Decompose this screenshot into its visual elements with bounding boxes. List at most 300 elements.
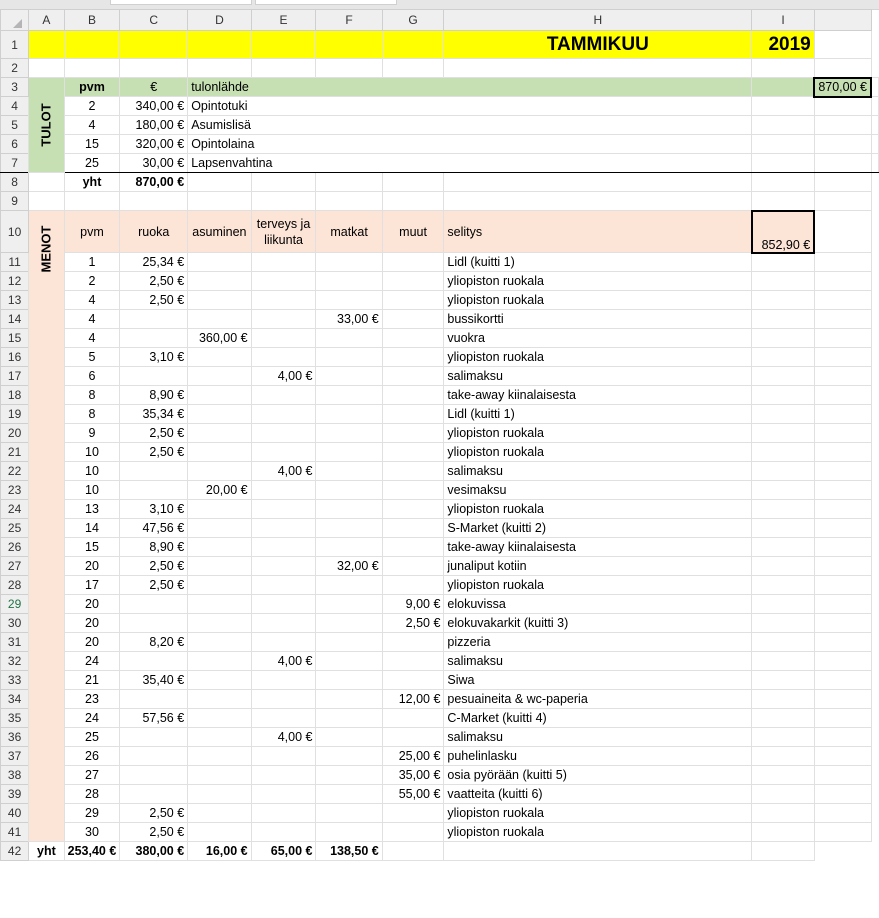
menot-ruoka[interactable] [120,614,188,633]
menot-selitys[interactable]: vesimaksu [444,481,752,500]
cell[interactable] [752,59,815,78]
menot-ruoka[interactable]: 57,56 € [120,709,188,728]
menot-muut[interactable] [382,823,444,842]
row-header[interactable]: 32 [1,652,29,671]
menot-terveys[interactable] [251,595,316,614]
menot-pvm[interactable]: 20 [64,614,120,633]
menot-selitys[interactable]: yliopiston ruokala [444,291,752,310]
tulot-source[interactable]: Lapsenvahtina [188,154,752,173]
menot-terveys[interactable] [251,747,316,766]
cell[interactable] [316,31,382,59]
cell[interactable] [188,173,251,192]
menot-asuminen[interactable] [188,310,251,329]
menot-matkat[interactable] [316,633,382,652]
cell[interactable] [752,481,815,500]
cell[interactable] [382,842,444,861]
menot-muut[interactable] [382,671,444,690]
menot-muut[interactable] [382,462,444,481]
cell[interactable] [752,192,815,211]
menot-terveys[interactable] [251,519,316,538]
menot-matkat[interactable] [316,823,382,842]
menot-asuminen[interactable]: 360,00 € [188,329,251,348]
menot-pvm[interactable]: 8 [64,386,120,405]
menot-terveys[interactable] [251,291,316,310]
menot-asuminen[interactable] [188,690,251,709]
cell[interactable] [814,633,871,652]
menot-muut[interactable]: 55,00 € [382,785,444,804]
cell[interactable] [752,405,815,424]
menot-matkat[interactable] [316,386,382,405]
cell[interactable] [814,272,871,291]
row-header[interactable]: 25 [1,519,29,538]
menot-matkat[interactable] [316,709,382,728]
cell[interactable] [444,173,752,192]
menot-selitys[interactable]: take-away kiinalaisesta [444,538,752,557]
menot-pvm[interactable]: 4 [64,291,120,310]
column-header-a[interactable]: A [29,10,64,31]
menot-matkat[interactable] [316,500,382,519]
cell[interactable] [814,211,871,253]
cell[interactable] [814,481,871,500]
menot-pvm[interactable]: 4 [64,310,120,329]
menot-asuminen[interactable] [188,652,251,671]
menot-ruoka[interactable]: 3,10 € [120,348,188,367]
menot-terveys[interactable] [251,386,316,405]
menot-muut[interactable] [382,728,444,747]
menot-matkat[interactable] [316,519,382,538]
cell[interactable] [64,59,120,78]
menot-terveys[interactable]: 4,00 € [251,367,316,386]
menot-header-asuminen[interactable]: asuminen [188,211,251,253]
menot-selitys[interactable]: take-away kiinalaisesta [444,386,752,405]
menot-pvm[interactable]: 4 [64,329,120,348]
cell[interactable] [752,728,815,747]
menot-selitys[interactable]: salimaksu [444,367,752,386]
menot-header-ruoka[interactable]: ruoka [120,211,188,253]
menot-terveys[interactable] [251,823,316,842]
menot-matkat[interactable] [316,291,382,310]
cell[interactable] [382,59,444,78]
cell[interactable] [752,424,815,443]
tulot-amount[interactable]: 180,00 € [120,116,188,135]
menot-matkat[interactable] [316,481,382,500]
menot-pvm[interactable]: 6 [64,367,120,386]
cell[interactable] [814,766,871,785]
row-header[interactable]: 20 [1,424,29,443]
menot-ruoka[interactable] [120,690,188,709]
menot-ruoka[interactable]: 3,10 € [120,500,188,519]
cell[interactable] [752,97,815,116]
row-header[interactable]: 38 [1,766,29,785]
menot-terveys[interactable] [251,804,316,823]
menot-asuminen[interactable] [188,633,251,652]
row-header[interactable]: 16 [1,348,29,367]
menot-matkat[interactable] [316,595,382,614]
cell[interactable] [752,576,815,595]
menot-header-terveys[interactable]: terveys ja liikunta [251,211,316,253]
cell[interactable] [814,310,871,329]
menot-terveys[interactable] [251,557,316,576]
sheet-year[interactable]: 2019 [752,31,815,59]
cell[interactable] [814,386,871,405]
menot-muut[interactable] [382,633,444,652]
menot-muut[interactable] [382,272,444,291]
row-header[interactable]: 24 [1,500,29,519]
menot-ruoka[interactable]: 2,50 € [120,424,188,443]
menot-ruoka[interactable]: 8,90 € [120,538,188,557]
menot-asuminen[interactable] [188,557,251,576]
tulot-amount[interactable]: 30,00 € [120,154,188,173]
menot-terveys[interactable] [251,671,316,690]
cell[interactable] [814,462,871,481]
menot-yht-matkat[interactable]: 65,00 € [251,842,316,861]
row-header[interactable]: 36 [1,728,29,747]
column-header-c[interactable]: C [120,10,188,31]
cell[interactable] [444,59,752,78]
row-header[interactable]: 12 [1,272,29,291]
row-header[interactable]: 11 [1,253,29,272]
row-header[interactable]: 41 [1,823,29,842]
tulot-pvm[interactable]: 2 [64,97,120,116]
cell[interactable] [752,462,815,481]
cell[interactable] [752,709,815,728]
cell[interactable] [814,823,871,842]
menot-yht-muut[interactable]: 138,50 € [316,842,382,861]
menot-muut[interactable] [382,405,444,424]
menot-ruoka[interactable] [120,652,188,671]
menot-selitys[interactable]: osia pyörään (kuitti 5) [444,766,752,785]
row-header[interactable]: 5 [1,116,29,135]
menot-asuminen[interactable] [188,405,251,424]
menot-selitys[interactable]: Lidl (kuitti 1) [444,405,752,424]
cell[interactable] [752,154,815,173]
menot-header-matkat[interactable]: matkat [316,211,382,253]
cell[interactable] [871,78,879,97]
cell[interactable] [64,31,120,59]
menot-terveys[interactable] [251,709,316,728]
tulot-header-pvm[interactable]: pvm [64,78,120,97]
menot-selitys[interactable]: vuokra [444,329,752,348]
menot-terveys[interactable] [251,538,316,557]
menot-muut[interactable] [382,804,444,823]
column-header-d[interactable]: D [188,10,251,31]
tulot-header-source[interactable]: tulonlähde [188,78,752,97]
menot-muut[interactable] [382,576,444,595]
menot-matkat[interactable] [316,747,382,766]
menot-muut[interactable]: 2,50 € [382,614,444,633]
cell[interactable] [752,690,815,709]
menot-asuminen[interactable] [188,728,251,747]
menot-matkat[interactable] [316,272,382,291]
menot-terveys[interactable] [251,272,316,291]
cell[interactable] [64,192,120,211]
select-all-corner[interactable] [1,10,29,31]
cell[interactable] [814,690,871,709]
cell[interactable] [120,59,188,78]
menot-ruoka[interactable]: 2,50 € [120,576,188,595]
menot-selitys[interactable]: Siwa [444,671,752,690]
cell[interactable] [814,538,871,557]
menot-asuminen[interactable] [188,747,251,766]
menot-ruoka[interactable]: 2,50 € [120,443,188,462]
menot-muut[interactable] [382,424,444,443]
tulot-total-top[interactable]: 870,00 € [814,78,871,97]
row-header[interactable]: 22 [1,462,29,481]
menot-total-top[interactable]: 852,90 € [752,211,815,253]
menot-pvm[interactable]: 21 [64,671,120,690]
tulot-amount[interactable]: 340,00 € [120,97,188,116]
cell[interactable] [382,173,444,192]
menot-asuminen[interactable] [188,500,251,519]
menot-selitys[interactable]: salimaksu [444,728,752,747]
menot-matkat[interactable] [316,329,382,348]
cell[interactable] [752,310,815,329]
menot-pvm[interactable]: 20 [64,557,120,576]
menot-selitys[interactable]: pizzeria [444,633,752,652]
column-header-i[interactable]: I [752,10,815,31]
menot-pvm[interactable]: 23 [64,690,120,709]
menot-ruoka[interactable] [120,728,188,747]
menot-terveys[interactable] [251,424,316,443]
row-header[interactable]: 6 [1,135,29,154]
row-header[interactable]: 13 [1,291,29,310]
cell[interactable] [752,633,815,652]
tulot-source[interactable]: Asumislisä [188,116,752,135]
menot-ruoka[interactable]: 2,50 € [120,804,188,823]
menot-asuminen[interactable] [188,291,251,310]
menot-asuminen[interactable] [188,348,251,367]
cell[interactable] [814,519,871,538]
cell[interactable] [251,59,316,78]
cell[interactable] [29,173,64,192]
cell[interactable] [814,728,871,747]
menot-yht-terveys[interactable]: 16,00 € [188,842,251,861]
cell[interactable] [814,614,871,633]
menot-selitys[interactable]: puhelinlasku [444,747,752,766]
menot-selitys[interactable]: elokuvakarkit (kuitti 3) [444,614,752,633]
cell[interactable] [814,116,871,135]
menot-selitys[interactable]: C-Market (kuitti 4) [444,709,752,728]
menot-selitys[interactable]: yliopiston ruokala [444,823,752,842]
menot-ruoka[interactable]: 2,50 € [120,272,188,291]
menot-asuminen[interactable] [188,804,251,823]
menot-pvm[interactable]: 25 [64,728,120,747]
menot-pvm[interactable]: 9 [64,424,120,443]
menot-matkat[interactable] [316,804,382,823]
menot-pvm[interactable]: 14 [64,519,120,538]
menot-terveys[interactable]: 4,00 € [251,462,316,481]
menot-asuminen[interactable] [188,766,251,785]
menot-pvm[interactable]: 29 [64,804,120,823]
cell[interactable] [814,747,871,766]
menot-selitys[interactable]: pesuaineita & wc-paperia [444,690,752,709]
cell[interactable] [814,192,871,211]
menot-selitys[interactable]: salimaksu [444,652,752,671]
cell[interactable] [752,538,815,557]
menot-terveys[interactable] [251,348,316,367]
menot-asuminen[interactable] [188,272,251,291]
menot-matkat[interactable] [316,348,382,367]
tulot-pvm[interactable]: 15 [64,135,120,154]
menot-pvm[interactable]: 24 [64,709,120,728]
menot-muut[interactable]: 9,00 € [382,595,444,614]
sheet-title[interactable]: TAMMIKUU [444,31,752,59]
menot-yht-label[interactable]: yht [29,842,64,861]
row-header[interactable]: 30 [1,614,29,633]
cell[interactable] [188,192,251,211]
tulot-pvm[interactable]: 25 [64,154,120,173]
row-header[interactable]: 14 [1,310,29,329]
cell[interactable] [752,823,815,842]
menot-terveys[interactable] [251,443,316,462]
menot-muut[interactable] [382,500,444,519]
menot-matkat[interactable] [316,424,382,443]
menot-muut[interactable]: 25,00 € [382,747,444,766]
menot-muut[interactable] [382,310,444,329]
cell[interactable] [814,443,871,462]
cell[interactable] [814,291,871,310]
menot-matkat[interactable] [316,614,382,633]
menot-terveys[interactable] [251,785,316,804]
menot-matkat[interactable]: 33,00 € [316,310,382,329]
cell[interactable] [752,173,815,192]
menot-pvm[interactable]: 26 [64,747,120,766]
menot-matkat[interactable] [316,443,382,462]
menot-pvm[interactable]: 20 [64,595,120,614]
cell[interactable] [752,766,815,785]
row-header[interactable]: 9 [1,192,29,211]
spreadsheet-grid[interactable] [0,9,879,861]
row-header[interactable]: 2 [1,59,29,78]
menot-ruoka[interactable]: 35,40 € [120,671,188,690]
menot-terveys[interactable] [251,329,316,348]
menot-asuminen[interactable] [188,595,251,614]
menot-ruoka[interactable] [120,785,188,804]
row-header[interactable]: 28 [1,576,29,595]
tulot-pvm[interactable]: 4 [64,116,120,135]
menot-terveys[interactable] [251,633,316,652]
menot-selitys[interactable]: yliopiston ruokala [444,443,752,462]
menot-selitys[interactable]: yliopiston ruokala [444,500,752,519]
cell[interactable] [752,785,815,804]
row-header[interactable]: 15 [1,329,29,348]
menot-asuminen[interactable] [188,386,251,405]
menot-matkat[interactable] [316,462,382,481]
menot-asuminen[interactable]: 20,00 € [188,481,251,500]
menot-selitys[interactable]: yliopiston ruokala [444,804,752,823]
cell[interactable] [814,348,871,367]
menot-matkat[interactable] [316,690,382,709]
row-header[interactable]: 8 [1,173,29,192]
row-header[interactable]: 34 [1,690,29,709]
menot-selitys[interactable]: yliopiston ruokala [444,272,752,291]
menot-muut[interactable] [382,557,444,576]
menot-muut[interactable] [382,652,444,671]
cell[interactable] [814,652,871,671]
menot-ruoka[interactable]: 8,90 € [120,386,188,405]
menot-pvm[interactable]: 2 [64,272,120,291]
cell[interactable] [752,116,815,135]
row-header[interactable]: 42 [1,842,29,861]
cell[interactable] [752,329,815,348]
menot-pvm[interactable]: 24 [64,652,120,671]
menot-header-muut[interactable]: muut [382,211,444,253]
cell[interactable] [871,154,879,173]
menot-selitys[interactable]: bussikortti [444,310,752,329]
menot-matkat[interactable] [316,576,382,595]
cell[interactable] [814,31,871,59]
row-header[interactable]: 33 [1,671,29,690]
cell[interactable] [814,500,871,519]
menot-ruoka[interactable] [120,766,188,785]
cell[interactable] [316,192,382,211]
row-header[interactable]: 35 [1,709,29,728]
cell[interactable] [29,31,64,59]
menot-matkat[interactable] [316,766,382,785]
menot-asuminen[interactable] [188,614,251,633]
menot-terveys[interactable] [251,576,316,595]
menot-yht-ruoka[interactable]: 253,40 € [64,842,120,861]
cell[interactable] [29,192,64,211]
cell[interactable] [29,59,64,78]
menot-selitys[interactable]: yliopiston ruokala [444,576,752,595]
cell[interactable] [251,192,316,211]
row-header[interactable]: 39 [1,785,29,804]
cell[interactable] [871,116,879,135]
menot-pvm[interactable]: 10 [64,481,120,500]
menot-terveys[interactable] [251,614,316,633]
tulot-yht-label[interactable]: yht [64,173,120,192]
cell[interactable] [752,367,815,386]
cell[interactable] [814,785,871,804]
cell[interactable] [316,173,382,192]
menot-terveys[interactable]: 4,00 € [251,652,316,671]
column-header-e[interactable]: E [251,10,316,31]
menot-ruoka[interactable]: 2,50 € [120,823,188,842]
menot-muut[interactable] [382,291,444,310]
menot-selitys[interactable]: Lidl (kuitti 1) [444,253,752,272]
menot-selitys[interactable]: junaliput kotiin [444,557,752,576]
menot-header-selitys[interactable]: selitys [444,211,752,253]
menot-asuminen[interactable] [188,785,251,804]
menot-pvm[interactable]: 15 [64,538,120,557]
cell[interactable] [752,519,815,538]
row-header[interactable]: 1 [1,31,29,59]
menot-ruoka[interactable]: 35,34 € [120,405,188,424]
cell[interactable] [814,135,871,154]
cell[interactable] [814,97,871,116]
menot-yht-asuminen[interactable]: 380,00 € [120,842,188,861]
menot-selitys[interactable]: vaatteita (kuitti 6) [444,785,752,804]
menot-pvm[interactable]: 28 [64,785,120,804]
menot-matkat[interactable] [316,367,382,386]
menot-muut[interactable] [382,519,444,538]
tulot-amount[interactable]: 320,00 € [120,135,188,154]
cell[interactable] [814,329,871,348]
menot-asuminen[interactable] [188,462,251,481]
menot-ruoka[interactable] [120,595,188,614]
column-header-g[interactable]: G [382,10,444,31]
row-header[interactable]: 21 [1,443,29,462]
menot-pvm[interactable]: 10 [64,462,120,481]
cell[interactable] [814,557,871,576]
menot-asuminen[interactable] [188,671,251,690]
menot-terveys[interactable]: 4,00 € [251,728,316,747]
cell[interactable] [752,804,815,823]
menot-muut[interactable]: 12,00 € [382,690,444,709]
cell[interactable] [752,747,815,766]
menot-terveys[interactable] [251,500,316,519]
